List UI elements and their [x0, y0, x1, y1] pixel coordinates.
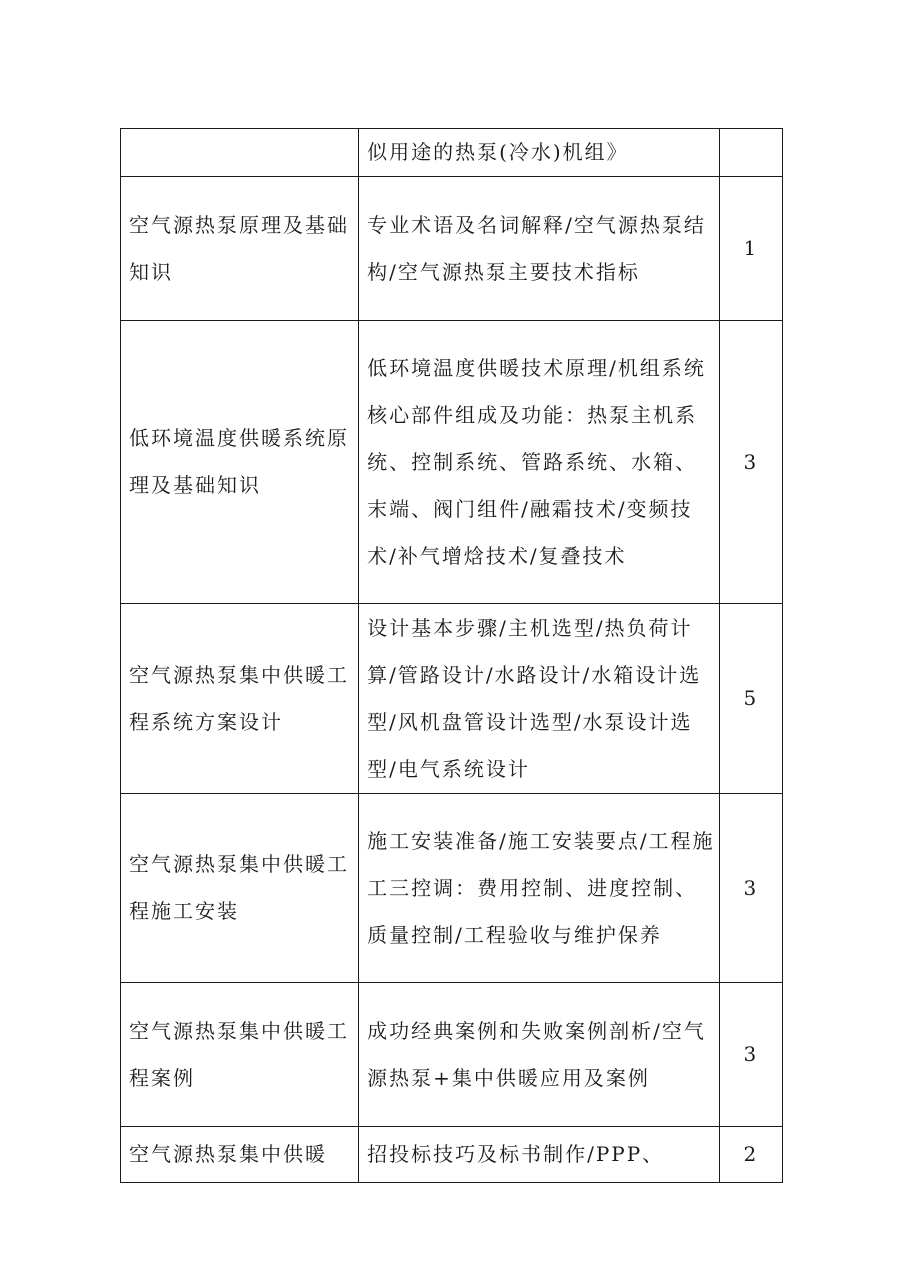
table-row	[121, 321, 783, 604]
content-cell: 成功经典案例和失败案例剖析/空气源热泵+集中供暖应用及案例	[359, 983, 720, 1127]
topic-cell: 空气源热泵集中供暖工程系统方案设计	[121, 604, 359, 794]
hours-cell: 3	[719, 794, 782, 983]
content-cell: 招投标技巧及标书制作/PPP、	[359, 1127, 720, 1183]
content-cell: 施工安装准备/施工安装要点/工程施工三控调：费用控制、进度控制、质量控制/工程验收与维护保养	[359, 794, 720, 983]
topic-cell: 低环境温度供暖系统原理及基础知识	[121, 321, 359, 604]
topic-cell	[121, 129, 359, 177]
topic-cell: 空气源热泵集中供暖	[121, 1127, 359, 1183]
table-row	[121, 1127, 783, 1183]
content-cell: 设计基本步骤/主机选型/热负荷计算/管路设计/水路设计/水箱设计选型/风机盘管设计选型/水泵设计选型/电气系统设计	[359, 604, 720, 794]
hours-cell: 3	[719, 321, 782, 604]
content-cell: 低环境温度供暖技术原理/机组系统核心部件组成及功能：热泵主机系统、控制系统、管路系统、水箱、末端、阀门组件/融霜技术/变频技术/补气增焓技术/复叠技术	[359, 321, 720, 604]
hours-cell: 3	[719, 983, 782, 1127]
hours-cell: 2	[719, 1127, 782, 1183]
topic-cell: 空气源热泵集中供暖工程施工安装	[121, 794, 359, 983]
hours-cell	[719, 129, 782, 177]
hours-cell: 1	[719, 177, 782, 321]
table-row	[121, 129, 783, 177]
table-row	[121, 177, 783, 321]
topic-cell: 空气源热泵集中供暖工程案例	[121, 983, 359, 1127]
content-cell: 专业术语及名词解释/空气源热泵结构/空气源热泵主要技术指标	[359, 177, 720, 321]
content-cell: 似用途的热泵(冷水)机组》	[359, 129, 720, 177]
table-row	[121, 983, 783, 1127]
course-table	[120, 128, 783, 1183]
topic-cell: 空气源热泵原理及基础知识	[121, 177, 359, 321]
hours-cell: 5	[719, 604, 782, 794]
table-row	[121, 604, 783, 794]
table-row	[121, 794, 783, 983]
